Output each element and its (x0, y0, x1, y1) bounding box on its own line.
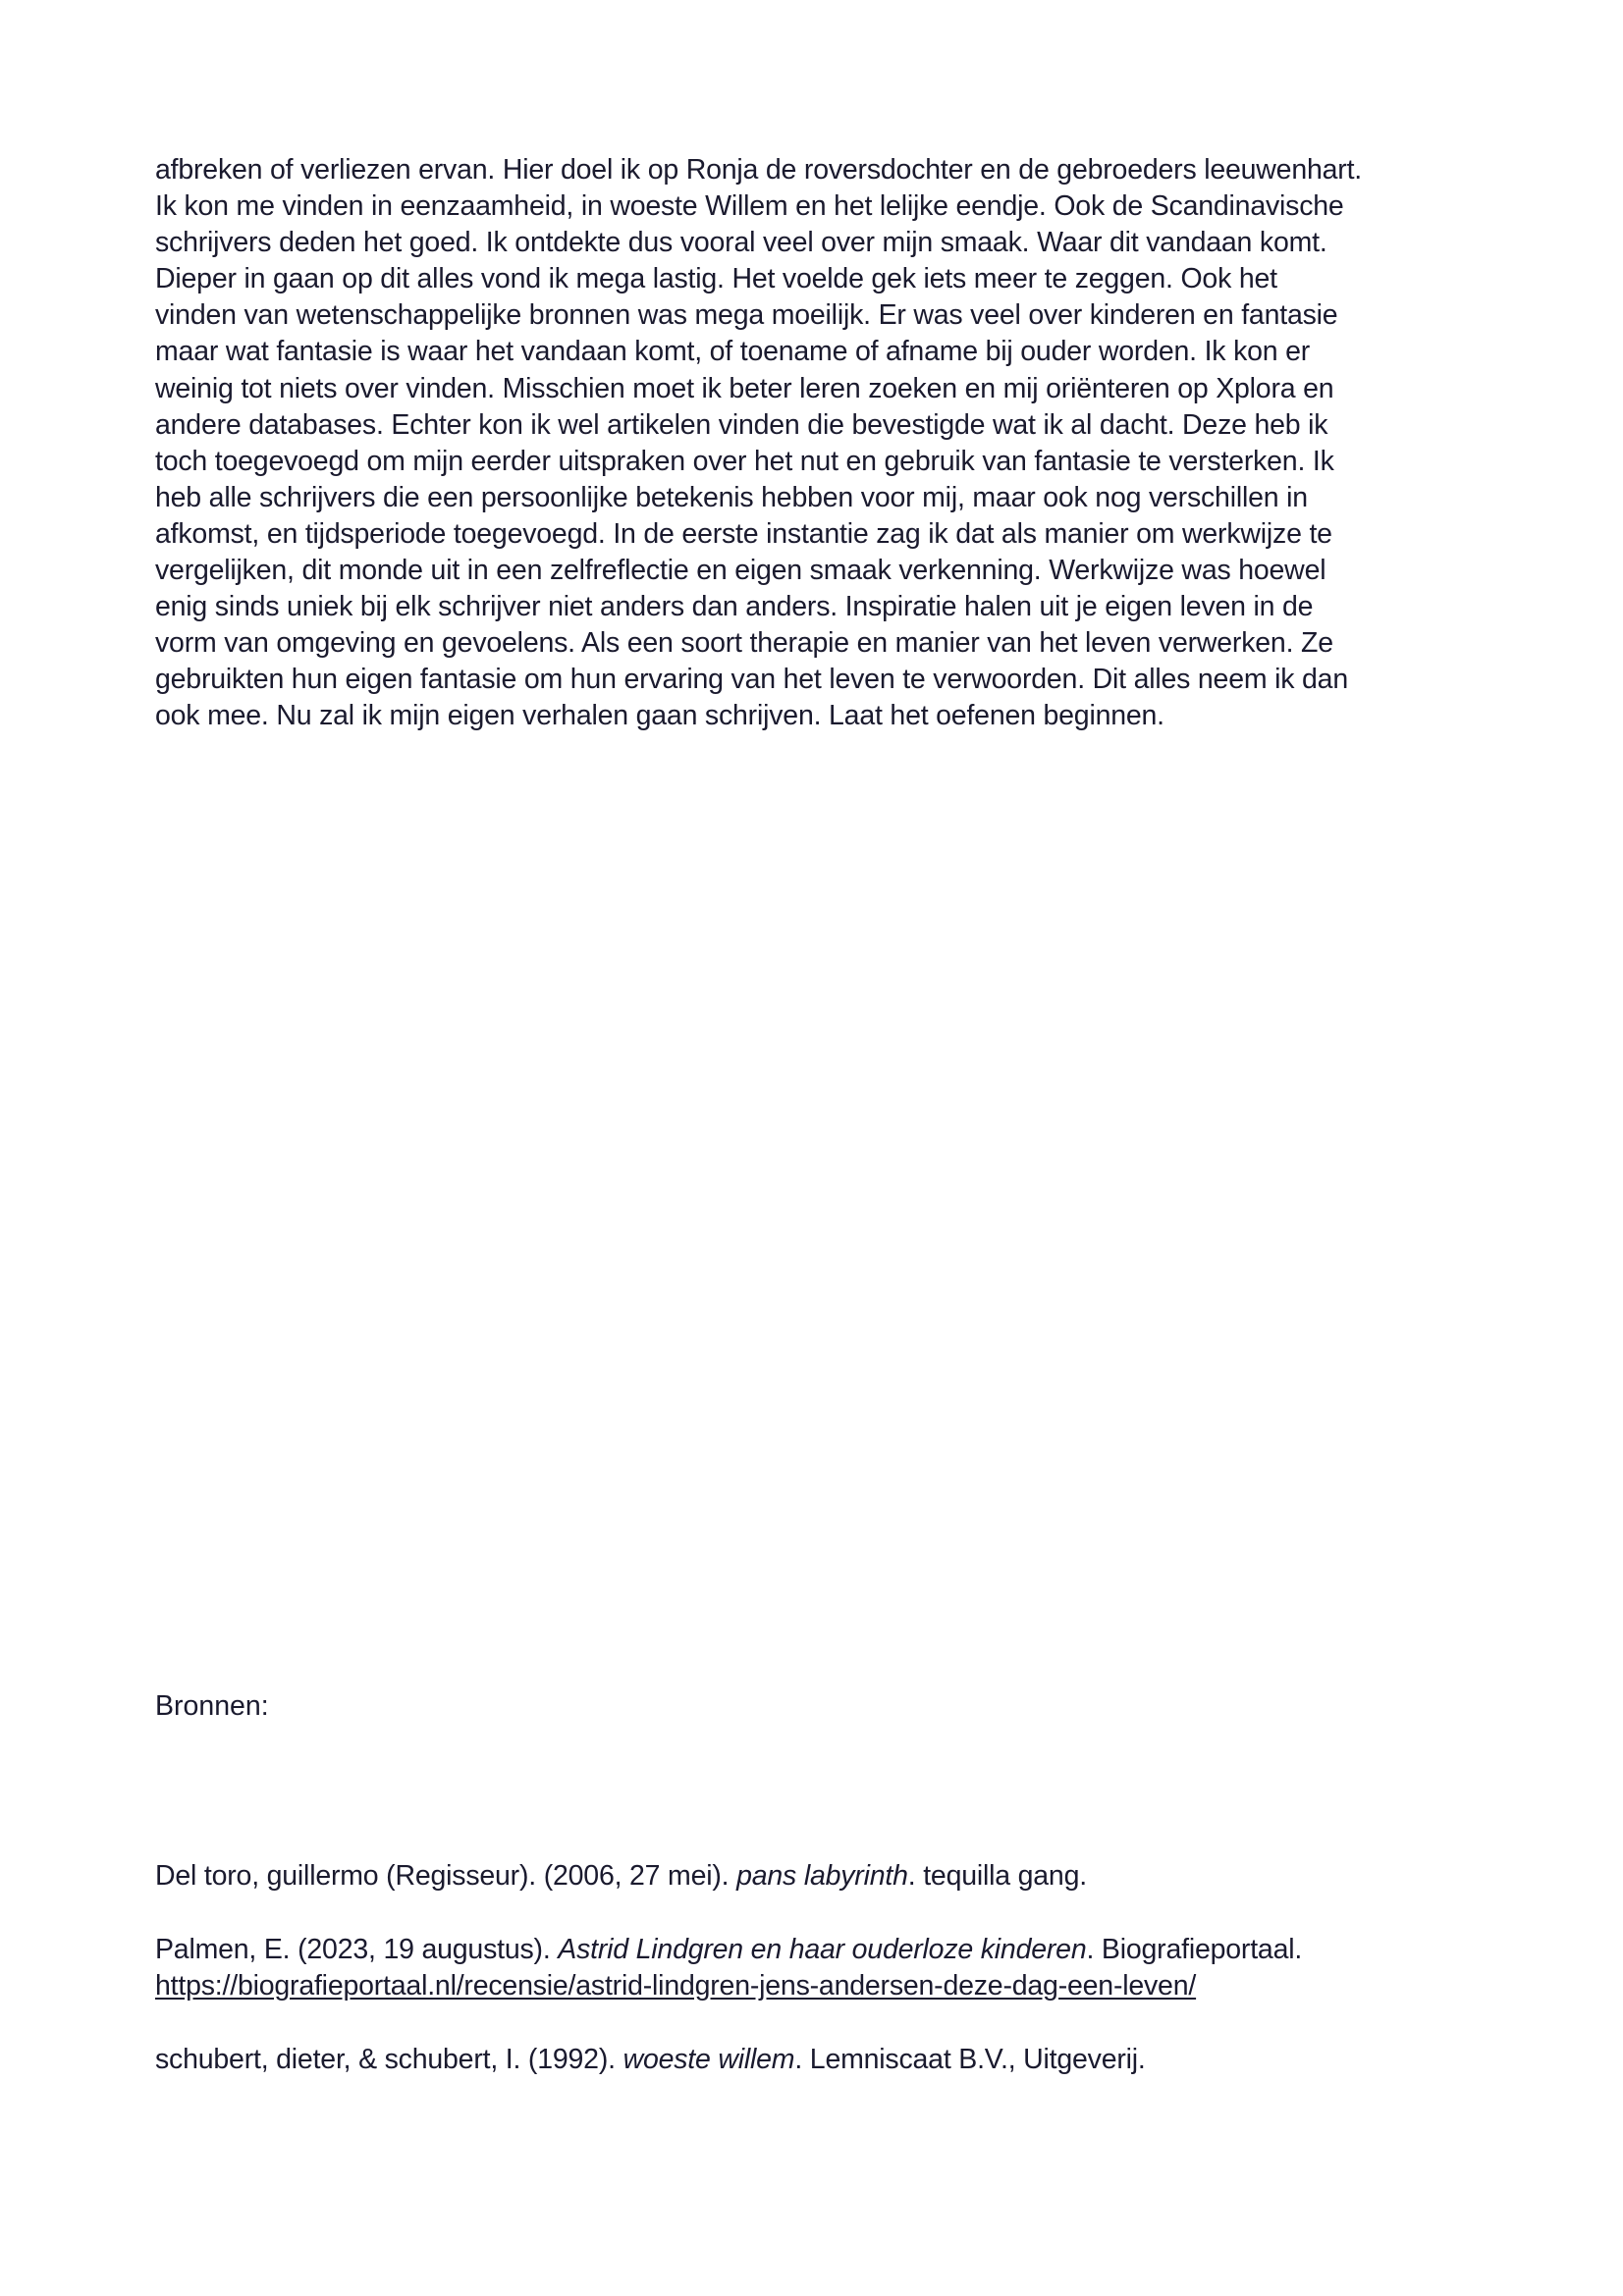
reference-line (155, 1858, 1530, 1895)
reference-publisher: . tequilla gang. (907, 1860, 1087, 1892)
reference-title: pans labyrinth (736, 1860, 908, 1892)
reference-line (155, 2042, 1530, 2078)
reference-link[interactable]: https://biografieportaal.nl/recensie/astrid-lindgren-jens-andersen-deze-dag-een-leven/ (155, 1970, 1197, 2002)
sources-heading: Bronnen: (155, 1690, 269, 1722)
reference-line (155, 1968, 1530, 2004)
paragraph-line: maar wat fantasie is waar het vandaan komt, of toename of afname bij ouder worden. Ik kon er (155, 336, 1311, 368)
reference-author-date: schubert, dieter, & schubert, I. (1992). (155, 2044, 623, 2075)
reference-author-date: Del toro, guillermo (Regisseur). (2006, 27 mei). (155, 1860, 737, 1892)
reference-title: Astrid Lindgren en haar ouderloze kinderen (558, 1934, 1087, 1965)
reference-entry (155, 1858, 1530, 1895)
paragraph-line: weinig tot niets over vinden. Misschien moet ik beter leren zoeken en mij oriënteren op Xplora en (155, 372, 1334, 404)
paragraph-line: toch toegevoegd om mijn eerder uitspraken over het nut en gebruik van fantasie te versterken. Ik (155, 445, 1334, 477)
paragraph-line: Dieper in gaan op dit alles vond ik mega lastig. Het voelde gek iets meer te zeggen. Ook het (155, 263, 1277, 295)
paragraph-line: vergelijken, dit monde uit in een zelfreflectie en eigen smaak verkenning. Werkwijze was hoewel (155, 555, 1326, 587)
paragraph-line: schrijvers deden het goed. Ik ontdekte dus vooral veel over mijn smaak. Waar dit vandaan komt. (155, 227, 1327, 259)
paragraph-line: Ik kon me vinden in eenzaamheid, in woeste Willem en het lelijke eendje. Ook de Scandinavische (155, 190, 1344, 223)
paragraph-line: gebruikten hun eigen fantasie om hun ervaring van het leven te verwoorden. Dit alles neem ik dan (155, 664, 1348, 696)
reference-publisher: . Biografieportaal. (1086, 1934, 1303, 1965)
reference-entry (155, 1932, 1530, 2004)
paragraph-line: afkomst, en tijdsperiode toegevoegd. In de eerste instantie zag ik dat als manier om werkwijze te (155, 517, 1332, 550)
paragraph-line: ook mee. Nu zal ik mijn eigen verhalen gaan schrijven. Laat het oefenen beginnen. (155, 700, 1164, 732)
reference-author-date: Palmen, E. (2023, 19 augustus). (155, 1934, 559, 1965)
paragraph-line: vinden van wetenschappelijke bronnen was mega moeilijk. Er was veel over kinderen en fantasie (155, 299, 1338, 332)
body-paragraph (155, 152, 1510, 735)
reference-line (155, 1932, 1530, 1968)
reference-entry (155, 2042, 1530, 2078)
paragraph-line: afbreken of verliezen ervan. Hier doel ik op Ronja de roversdochter en de gebroeders leeuwenhart. (155, 154, 1363, 186)
paragraph-line: andere databases. Echter kon ik wel artikelen vinden die bevestigde wat ik al dacht. Deze heb ik (155, 408, 1328, 441)
reference-title: woeste willem (622, 2044, 795, 2075)
paragraph-line: vorm van omgeving en gevoelens. Als een soort therapie en manier van het leven verwerken. Ze (155, 627, 1333, 660)
paragraph-line: enig sinds uniek bij elk schrijver niet anders dan anders. Inspiratie halen uit je eigen leven in de (155, 591, 1314, 623)
reference-publisher: . Lemniscaat B.V., Uitgeverij. (794, 2044, 1146, 2075)
paragraph-line: heb alle schrijvers die een persoonlijke betekenis hebben voor mij, maar ook nog verschillen in (155, 481, 1308, 513)
